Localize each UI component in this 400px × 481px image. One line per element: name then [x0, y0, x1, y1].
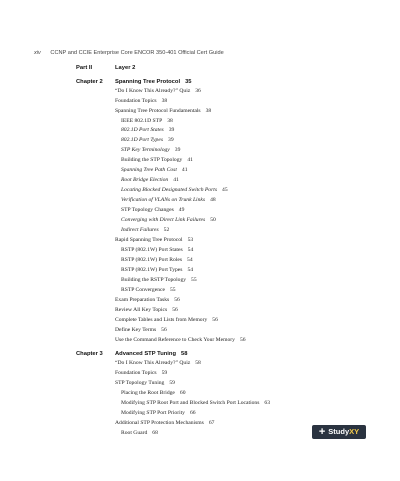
toc-entry: Verification of VLANs on Trunk Links 48 — [121, 197, 216, 203]
toc-entry: RSTP Convergence 55 — [121, 287, 176, 293]
toc-entry: Modifying STP Root Port and Blocked Switch Port Locations 63 — [121, 400, 270, 406]
chapter-title — [115, 350, 187, 359]
toc-entry: “Do I Know This Already?” Quiz 58 — [115, 360, 201, 366]
toc-entry: RSTP (802.1W) Port States 54 — [121, 247, 194, 253]
toc-entry: Modifying STP Port Priority 66 — [121, 410, 196, 416]
toc-entry: 802.1D Port Types 39 — [121, 137, 174, 143]
toc-entry: “Do I Know This Already?” Quiz 36 — [115, 88, 201, 94]
chapter-page: 58 — [180, 351, 188, 357]
studyxy-watermark-badge — [312, 425, 366, 439]
toc-entry: Foundation Topics 38 — [115, 98, 168, 104]
toc-entry: Indirect Failures 52 — [121, 227, 170, 233]
toc-entry: Additional STP Protection Mechanisms 67 — [115, 420, 215, 426]
chapter-page: 35 — [185, 79, 192, 85]
toc-entry: Building the STP Topology 41 — [121, 157, 193, 163]
toc-entry: Rapid Spanning Tree Protocol 53 — [115, 237, 194, 243]
toc-entry: IEEE 802.1D STP 38 — [121, 118, 173, 124]
toc-entry: Foundation Topics 59 — [115, 370, 168, 376]
book-title: CCNP and CCIE Enterprise Core ENCOR 350-401 Official Cert Guide — [50, 50, 224, 56]
chapter-title-text: Spanning Tree Protocol — [115, 79, 181, 85]
toc-entry: Review All Key Topics 56 — [115, 307, 178, 313]
toc-entry: STP Key Terminology 39 — [121, 147, 181, 153]
toc-entry: Building the RSTP Topology 55 — [121, 277, 197, 283]
toc-entry: Spanning Tree Path Cost 41 — [121, 167, 188, 173]
toc-entry: Complete Tables and Lists from Memory 56 — [115, 317, 218, 323]
toc-entry: RSTP (802.1W) Port Roles 54 — [121, 257, 193, 263]
toc-entry: Exam Preparation Tasks 56 — [115, 297, 180, 303]
toc-entry: Use the Command Reference to Check Your Memory 56 — [115, 337, 246, 343]
toc-entry: Locating Blocked Designated Switch Ports 45 — [121, 187, 228, 193]
toc-entry: Spanning Tree Protocol Fundamentals 38 — [115, 108, 212, 114]
chapter-title-text: Advanced STP Tuning — [115, 351, 176, 357]
toc-entry: Placing the Root Bridge 60 — [121, 390, 186, 396]
page-number: xiv — [34, 50, 41, 56]
plus-icon: + — [318, 426, 326, 438]
toc-entry: 802.1D Port States 39 — [121, 127, 175, 133]
toc-entry: Define Key Terms 56 — [115, 327, 167, 333]
running-header — [34, 50, 224, 56]
part-label: Part II — [76, 65, 93, 71]
toc-entry: Root Guard 68 — [121, 430, 158, 436]
chapter-label: Chapter 2 — [76, 79, 103, 85]
chapter-label: Chapter 3 — [76, 351, 103, 357]
toc-entry: RSTP (802.1W) Port Types 54 — [121, 267, 194, 273]
brand-text: StudyXY — [328, 427, 360, 436]
part-title: Layer 2 — [115, 65, 136, 71]
toc-entry: Converging with Direct Link Failures 50 — [121, 217, 216, 223]
toc-entry: STP Topology Changes 49 — [121, 207, 185, 213]
toc-entry: Root Bridge Election 41 — [121, 177, 179, 183]
chapter-title — [115, 78, 192, 87]
toc-entry: STP Topology Tuning 59 — [115, 380, 175, 386]
